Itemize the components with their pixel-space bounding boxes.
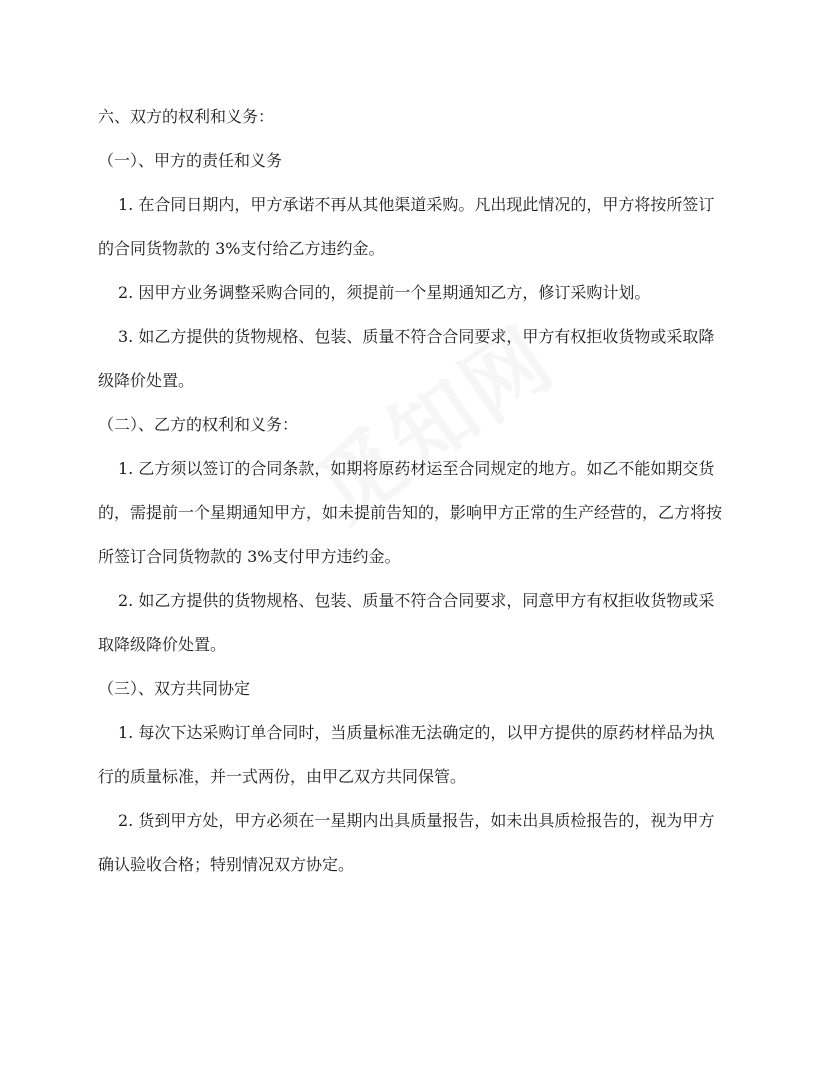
party-a-clause-3-line-1: 3. 如乙方提供的货物规格、包装、质量不符合合同要求，甲方有权拒收货物或采取降 [118,327,715,346]
document-body [98,95,742,887]
party-b-clause-1-line-2: 的，需提前一个星期通知甲方，如未提前告知的，影响甲方正常的生产经营的，乙方将按 [98,503,723,522]
joint-clause-2-line-1: 2. 货到甲方处，甲方必须在一星期内出具质量报告，如未出具质检报告的，视为甲方 [118,811,715,830]
subsection-heading-party-a: （一）、甲方的责任和义务 [98,151,283,170]
party-b-clause-1-line-3: 所签订合同货物款的 3%支付甲方违约金。 [98,547,401,566]
party-a-clause-1-line-2: 的合同货物款的 3%支付给乙方违约金。 [98,239,385,258]
section-heading: 六、双方的权利和义务： [98,107,275,126]
joint-clause-1-line-2: 行的质量标准，并一式两份，由甲乙双方共同保管。 [98,767,467,786]
subsection-heading-joint: （三）、双方共同协定 [98,679,251,698]
party-a-clause-2: 2. 因甲方业务调整采购合同的，须提前一个星期通知乙方，修订采购计划。 [118,283,651,302]
party-a-clause-1-line-1: 1. 在合同日期内，甲方承诺不再从其他渠道采购。凡出现此情况的，甲方将按所签订 [118,195,715,214]
party-b-clause-2-line-1: 2. 如乙方提供的货物规格、包装、质量不符合合同要求，同意甲方有权拒收货物或采 [118,591,715,610]
party-b-clause-1-line-1: 1. 乙方须以签订的合同条款，如期将原药材运至合同规定的地方。如乙不能如期交货 [118,459,715,478]
party-b-clause-2-line-2: 取降级降价处置。 [98,635,227,654]
subsection-heading-party-b: （二）、乙方的权利和义务： [98,415,299,434]
party-a-clause-3-line-2: 级降价处置。 [98,371,195,390]
joint-clause-1-line-1: 1. 每次下达采购订单合同时，当质量标准无法确定的，以甲方提供的原药材样品为执 [118,723,715,742]
joint-clause-2-line-2: 确认验收合格；特别情况双方协定。 [98,855,355,874]
